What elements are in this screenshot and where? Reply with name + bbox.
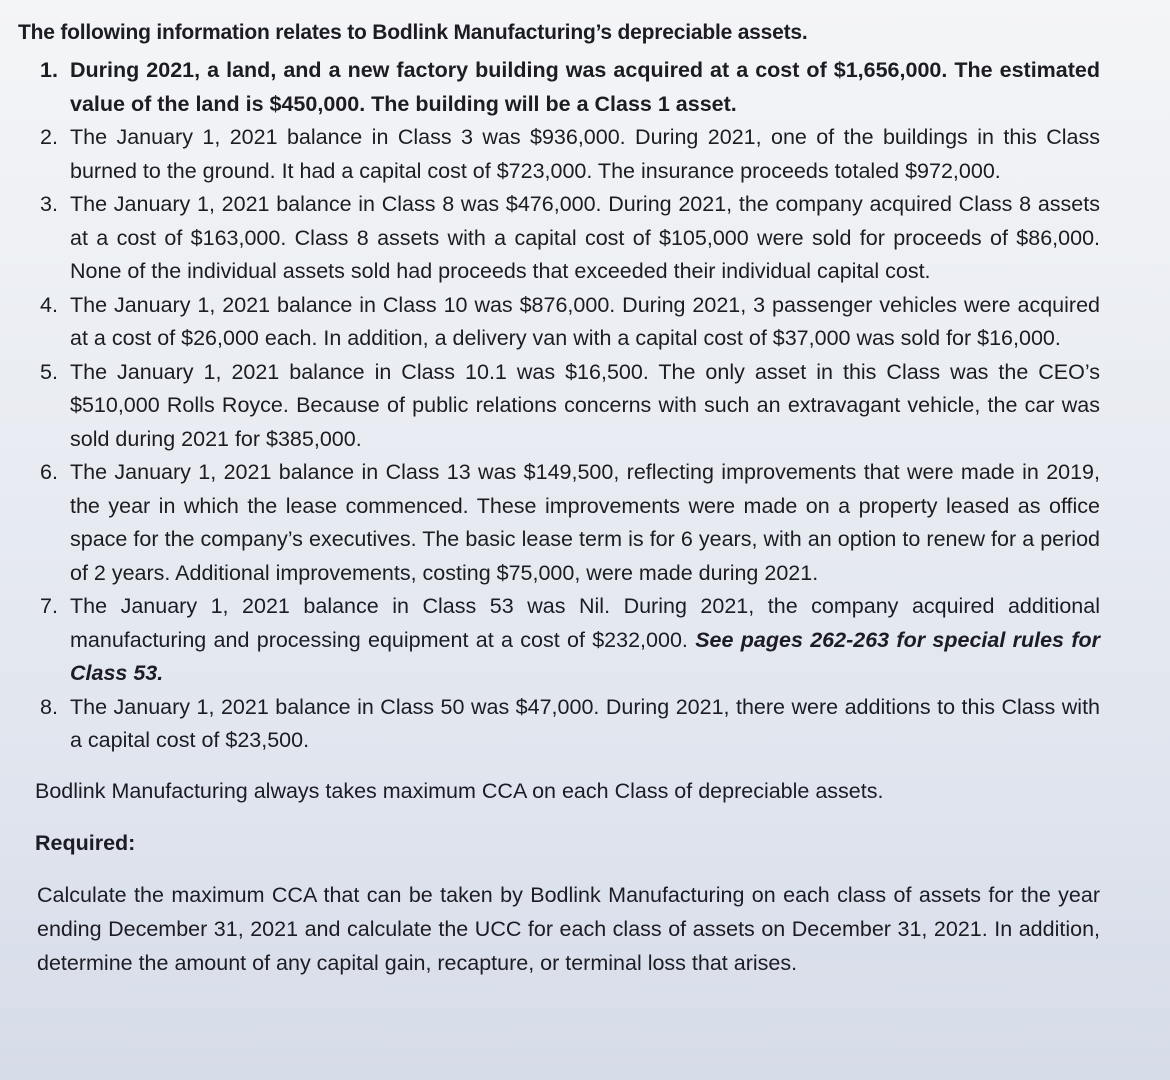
item-number: 7.	[40, 594, 58, 618]
list-item	[18, 691, 1100, 758]
list-item	[18, 121, 1100, 188]
item-number: 3.	[40, 192, 58, 216]
closing-statement: Bodlink Manufacturing always takes maximum CCA on each Class of depreciable assets.	[35, 778, 884, 803]
item-text: The January 1, 2021 balance in Class 13 was $149,500, reflecting improvements that were made in 2019, the year in which the lease commenced. These improvements were made on a property leased as office space for the company’s executives. The basic lease term is for 6 years, with an option to renew for a period of 2 years. Additional improvements, costing $75,000, were made during 2021.	[70, 460, 1100, 585]
item-text: The January 1, 2021 balance in Class 53 was Nil. During 2021, the company acquired additional manufacturing and processing equipment at a cost of $232,000.	[70, 594, 1100, 652]
item-text: The January 1, 2021 balance in Class 8 was $476,000. During 2021, the company acquired Class 8 assets at a cost of $163,000. Class 8 assets with a capital cost of $105,000 were sold for proceeds of $86,000. None of the individual assets sold had proceeds that exceeded their individual capital cost.	[70, 192, 1100, 283]
intro-heading: The following information relates to Bodlink Manufacturing’s depreciable assets.	[18, 21, 808, 44]
list-item	[18, 188, 1100, 289]
item-number: 1.	[40, 58, 58, 82]
item-text-container	[70, 590, 1100, 691]
asset-list	[18, 54, 1100, 758]
list-item	[18, 590, 1100, 691]
list-item	[18, 356, 1100, 457]
list-item	[18, 54, 1100, 121]
item-text: The January 1, 2021 balance in Class 10 was $876,000. During 2021, 3 passenger vehicles were acquired at a cost of $26,000 each. In addition, a delivery van with a capital cost of $37,000 was sold for $16,000.	[70, 292, 1100, 350]
item-number: 8.	[40, 694, 58, 719]
item-emphasis-note: See pages 262-263 for special rules for Class 53.	[70, 627, 1100, 685]
list-item	[18, 289, 1100, 356]
item-text: The January 1, 2021 balance in Class 3 was $936,000. During 2021, one of the buildings in this Class burned to the ground. It had a capital cost of $723,000. The insurance proceeds totaled $972,000.	[70, 125, 1100, 183]
list-item	[18, 456, 1100, 590]
item-text: The January 1, 2021 balance in Class 10.1 was $16,500. The only asset in this Class was the CEO’s $510,000 Rolls Royce. Because of public relations concerns with such an extravagant vehicle, the car was sold during 2021 for $385,000.	[70, 359, 1100, 451]
item-number: 4.	[40, 292, 58, 317]
required-heading: Required:	[35, 830, 136, 855]
item-text: During 2021, a land, and a new factory building was acquired at a cost of $1,656,000. The estimated value of the land is $450,000. The building will be a Class 1 asset.	[70, 58, 1100, 116]
required-instructions: Calculate the maximum CCA that can be taken by Bodlink Manufacturing on each class of assets for the year ending December 31, 2021 and calculate the UCC for each class of assets on December 31, 2021. In addition, determine the amount of any capital gain, recapture, or terminal loss that arises.	[37, 882, 1100, 975]
item-text: The January 1, 2021 balance in Class 50 was $47,000. During 2021, there were additions to this Class with a capital cost of $23,500.	[70, 694, 1100, 752]
item-number: 6.	[40, 460, 58, 484]
item-number: 2.	[40, 125, 58, 149]
item-number: 5.	[40, 359, 58, 384]
